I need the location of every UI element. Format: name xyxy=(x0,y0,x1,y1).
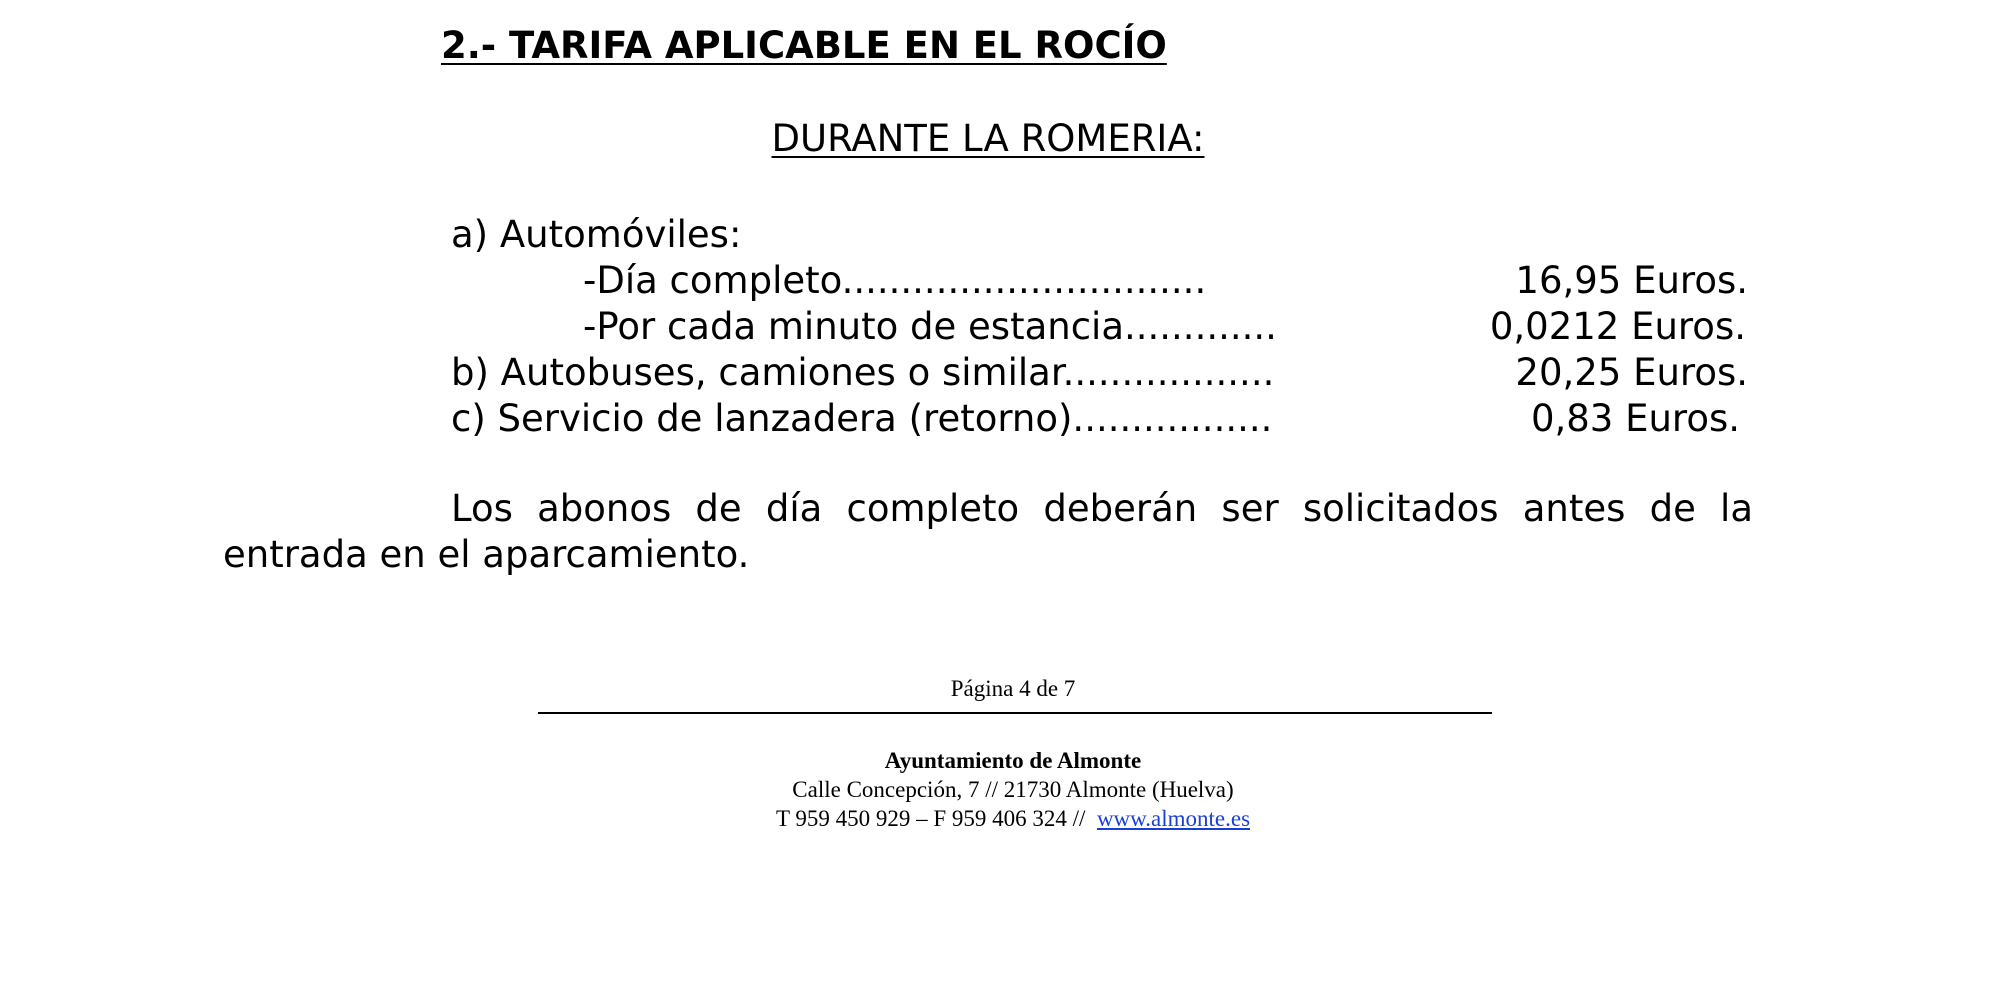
tariff-category-shuttle-label: c) Servicio de lanzadera (retorno)................. xyxy=(451,397,1273,440)
footer-contact xyxy=(0,806,2004,832)
footer-website-link[interactable]: www.almonte.es xyxy=(1096,806,1251,831)
footer-divider xyxy=(538,712,1492,714)
paragraph-text: Los abonos de día completo deberán ser solicitados antes de la entrada en el aparcamiento. xyxy=(223,487,1753,576)
page-number: Página 4 de 7 xyxy=(950,676,1076,701)
tariff-category-shuttle-price: 0,83 Euros. xyxy=(1530,397,1740,440)
subsection-title: DURANTE LA ROMERIA: xyxy=(771,117,1205,160)
footer-organization: Ayuntamiento de Almonte xyxy=(884,748,1142,773)
tariff-item-per-minute-price: 0,0212 Euros. xyxy=(1489,305,1746,348)
tariff-category-buses-price: 20,25 Euros. xyxy=(1515,351,1748,394)
section-title: 2.- TARIFA APLICABLE EN EL ROCÍO xyxy=(441,24,1167,67)
tariff-item-full-day-label: -Día completo............................... xyxy=(583,259,1207,302)
tariff-category-buses-label: b) Autobuses, camiones o similar.................. xyxy=(451,351,1275,394)
tariff-item-full-day-price: 16,95 Euros. xyxy=(1515,259,1748,302)
paragraph-note xyxy=(223,486,1753,578)
tariff-category-automobiles: a) Automóviles: xyxy=(451,213,742,256)
footer-phone-fax: T 959 450 929 – F 959 406 324 // xyxy=(775,806,1086,831)
tariff-item-per-minute-label: -Por cada minuto de estancia............. xyxy=(583,305,1277,348)
footer-address: Calle Concepción, 7 // 21730 Almonte (Huelva) xyxy=(792,777,1234,802)
